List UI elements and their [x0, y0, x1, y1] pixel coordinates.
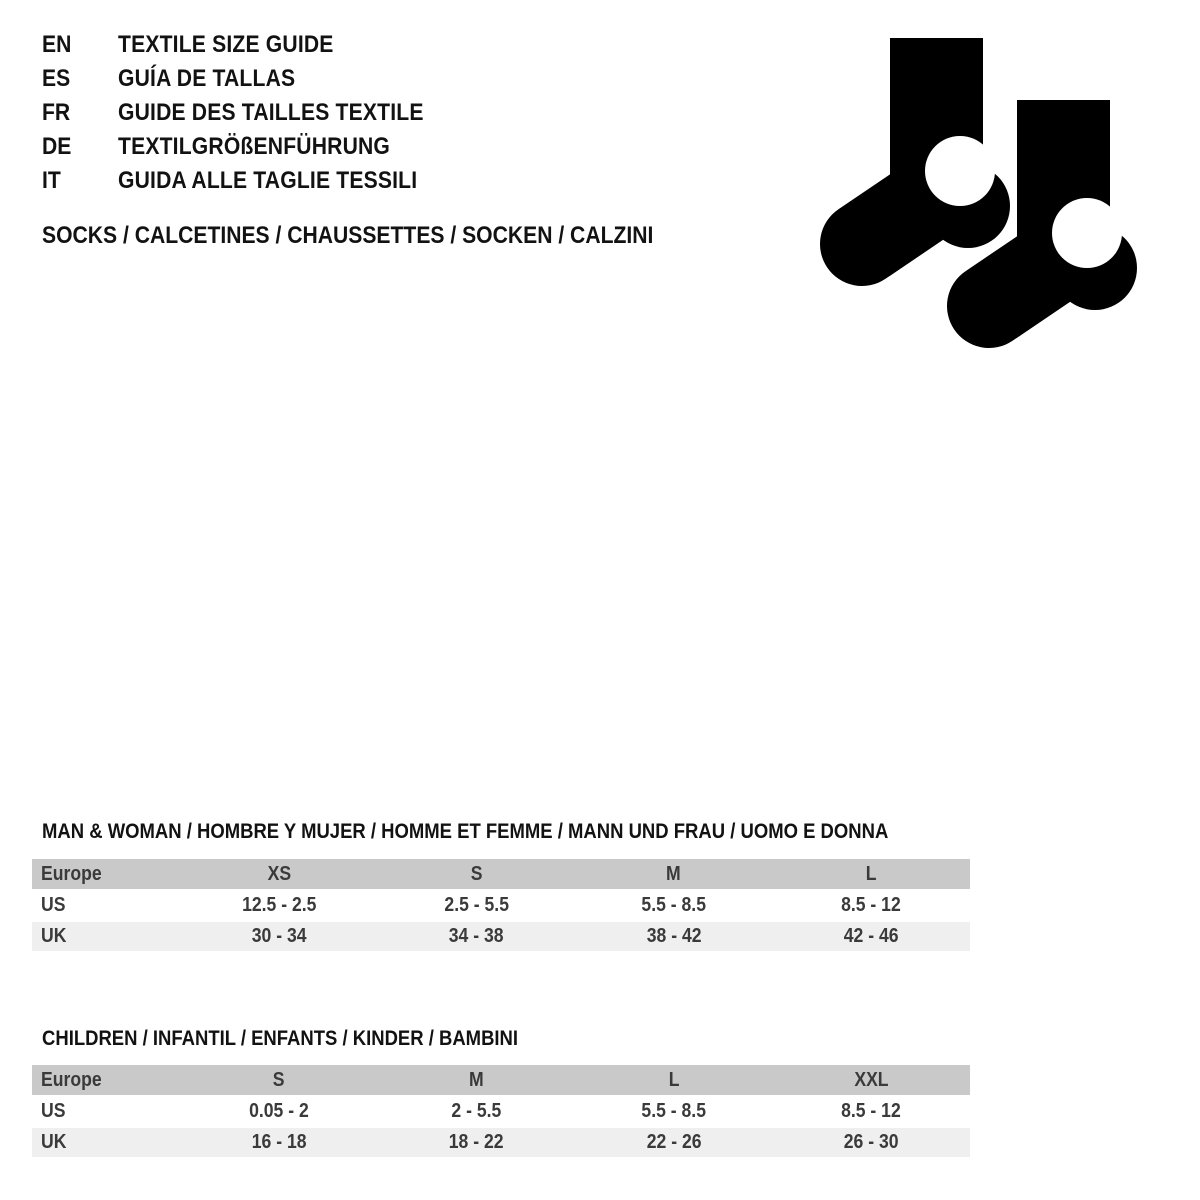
size-value-cell: 30 - 34	[251, 925, 307, 947]
size-value-cell: 8.5 - 12	[841, 894, 902, 916]
language-row	[42, 164, 465, 198]
table-header-row	[32, 859, 970, 890]
size-value-cell: 22 - 26	[646, 1131, 702, 1153]
row-label: UK	[41, 1131, 67, 1153]
table-heading-children: CHILDREN / INFANTIL / ENFANTS / KINDER / BAMBINI	[42, 1027, 519, 1050]
size-value-cell: 5.5 - 8.5	[641, 894, 707, 916]
guide-title: GUÍA DE TALLAS	[118, 65, 296, 92]
language-code: FR	[42, 99, 71, 126]
language-row	[42, 28, 465, 62]
size-value-cell: 34 - 38	[448, 925, 504, 947]
category-subtitle: SOCKS / CALCETINES / CHAUSSETTES / SOCKEN / CALZINI	[42, 222, 654, 249]
size-value-cell: 18 - 22	[448, 1131, 504, 1153]
guide-title: TEXTILE SIZE GUIDE	[118, 31, 334, 58]
table-row	[32, 1127, 970, 1158]
size-value-cell: 12.5 - 2.5	[241, 894, 317, 916]
language-code: ES	[42, 65, 71, 92]
row-label: US	[41, 1100, 66, 1122]
socks-icon	[800, 15, 1150, 355]
row-label: UK	[41, 925, 67, 947]
size-table-man-woman	[32, 859, 970, 953]
guide-title: GUIDE DES TAILLES TEXTILE	[118, 99, 424, 126]
language-code: IT	[42, 167, 61, 194]
table-row	[32, 1096, 970, 1127]
table-header-row	[32, 1065, 970, 1096]
size-value-cell: 8.5 - 12	[841, 1100, 902, 1122]
size-value-cell: 2.5 - 5.5	[444, 894, 509, 916]
column-header: L	[668, 1068, 680, 1091]
sock-right	[989, 100, 1137, 310]
size-value-cell: 16 - 18	[251, 1131, 307, 1153]
column-header: Europe	[41, 1068, 102, 1091]
size-value-cell: 2 - 5.5	[451, 1100, 502, 1122]
size-value-cell: 42 - 46	[843, 925, 899, 947]
column-header: M	[666, 862, 682, 885]
language-row	[42, 130, 465, 164]
table-row	[32, 921, 970, 952]
column-header: M	[469, 1068, 484, 1091]
size-value-cell: 0.05 - 2	[249, 1100, 309, 1122]
sock-left	[862, 38, 1010, 248]
language-code: DE	[42, 133, 72, 160]
guide-title: GUIDA ALLE TAGLIE TESSILI	[118, 167, 418, 194]
language-row	[42, 96, 465, 130]
language-title-list	[42, 28, 465, 198]
column-header: XS	[267, 862, 291, 885]
language-row	[42, 62, 465, 96]
size-table-children	[32, 1065, 970, 1159]
guide-title: TEXTILGRÖßENFÜHRUNG	[118, 133, 391, 160]
size-value-cell: 26 - 30	[843, 1131, 899, 1153]
column-header: L	[865, 862, 877, 885]
table-row	[32, 890, 970, 921]
size-value-cell: 5.5 - 8.5	[641, 1100, 707, 1122]
size-value-cell: 38 - 42	[646, 925, 702, 947]
table-heading-man-woman: MAN & WOMAN / HOMBRE Y MUJER / HOMME ET FEMME / MANN UND FRAU / UOMO E DONNA	[42, 820, 889, 843]
column-header: XXL	[854, 1068, 889, 1091]
column-header: S	[470, 862, 483, 885]
row-label: US	[41, 894, 66, 916]
column-header: Europe	[41, 862, 102, 885]
language-code: EN	[42, 31, 72, 58]
column-header: S	[273, 1068, 285, 1091]
